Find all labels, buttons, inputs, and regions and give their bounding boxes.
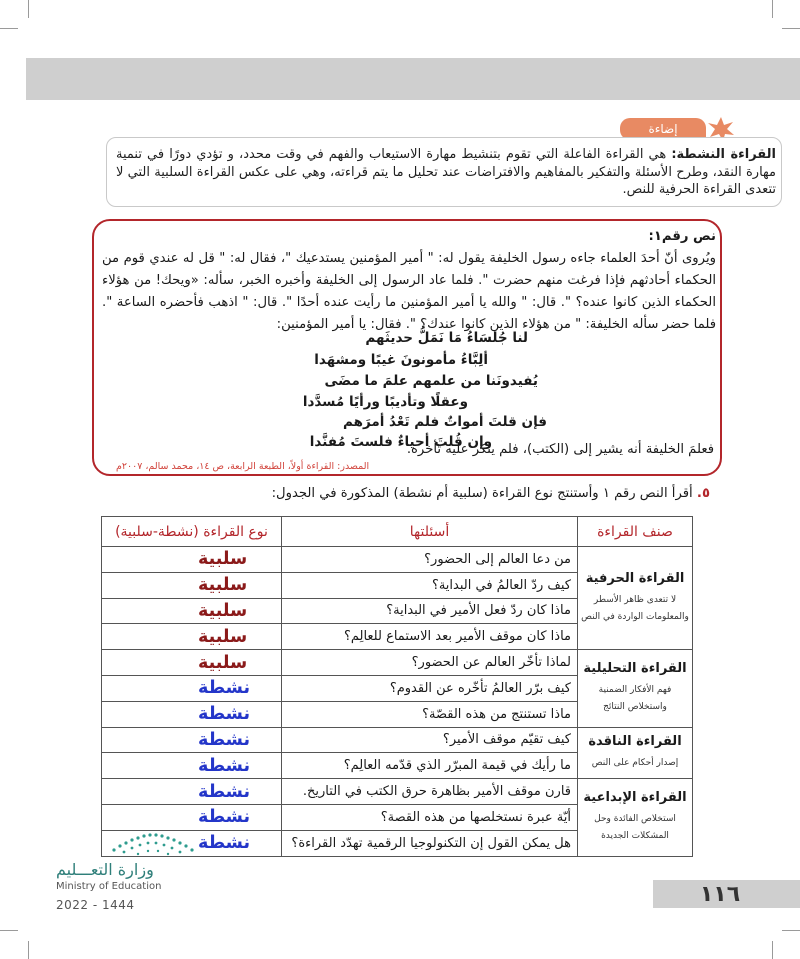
question-cell: كيف تقيّم موقف الأمير؟	[282, 727, 578, 753]
page-number: ١١٦	[699, 881, 741, 907]
table-row	[102, 779, 693, 805]
question-cell: ماذا كان ردّ فعل الأمير في البداية؟	[282, 598, 578, 624]
answer-cell: نشطة	[102, 779, 282, 805]
category-title: القراءة الإبداعية	[583, 789, 687, 805]
crop-mark	[0, 930, 18, 931]
poem-line: وإن قُلتَ أحياءٌ فلستَ مُفنَّدا	[309, 434, 492, 450]
ministry-name-ar: وزارة التعـــليم	[56, 860, 154, 879]
category-literal	[578, 547, 693, 650]
crop-mark	[772, 941, 773, 959]
header-questions: أسئلتها	[282, 517, 578, 547]
poem-line: وعقلًا وتأديبًا ورأيًا مُسدَّدا	[302, 394, 468, 410]
poem-line: فإن قلتَ أمواتٌ فلم تَعْدُ أمرَهم	[343, 414, 547, 430]
table-row	[102, 727, 693, 753]
glossary-term: القراءة النشطة:	[671, 147, 776, 162]
text-body-block	[102, 226, 716, 336]
question-cell: لماذا تأخّر العالم عن الحضور؟	[282, 650, 578, 676]
question-cell: كيف برّر العالمُ تأخّره عن القدوم؟	[282, 675, 578, 701]
question-cell: ما رأيك في قيمة المبرّر الذي قدّمه العالِم؟	[282, 753, 578, 779]
glossary-text	[116, 146, 776, 199]
answer-cell: سلبية	[102, 547, 282, 573]
category-creative	[578, 779, 693, 856]
ministry-name-en: Ministry of Education	[56, 881, 162, 892]
text-ending: فعلمَ الخليفة أنه يشير إلى (الكتب)، فلم ينكر عليه تأخره.	[406, 442, 714, 457]
category-desc: لا تتعدى ظاهر الأسطر والمعلومات الواردة في النص	[581, 594, 689, 622]
answer-cell: سلبية	[102, 598, 282, 624]
question-cell: كيف ردّ العالمُ في البداية؟	[282, 572, 578, 598]
category-desc: استخلاص الفائدة وحل المشكلات الجديدة	[594, 813, 676, 841]
category-title: القراءة التحليلية	[583, 660, 687, 676]
crop-mark	[782, 930, 800, 931]
source-citation: المصدر: القراءة أولاً، الطبعة الرابعة، ص ١٤، محمد سالم، ٢٠٠٧م	[116, 461, 370, 472]
poem-line: يُفيدونَنا من علمهم علمَ ما مضَى	[324, 373, 538, 389]
header-category: صنف القراءة	[578, 517, 693, 547]
category-title: القراءة الحرفية	[585, 570, 685, 586]
table-row	[102, 650, 693, 676]
crop-mark	[28, 941, 29, 959]
poem-line: لنا جُلسَاءُ مَا نَمَلُّ حديثَهم	[365, 330, 528, 346]
answer-cell: نشطة	[102, 727, 282, 753]
answer-cell: نشطة	[102, 830, 282, 856]
answer-cell: نشطة	[102, 701, 282, 727]
crop-mark	[782, 28, 800, 29]
category-desc: إصدار أحكام على النص	[591, 757, 679, 768]
question-number: ٥.	[696, 486, 710, 501]
question-cell: ماذا كان موقف الأمير بعد الاستماع للعالِم؟	[282, 624, 578, 650]
header-type: نوع القراءة (نشطة-سلبية)	[102, 517, 282, 547]
crop-mark	[28, 0, 29, 18]
answer-cell: نشطة	[102, 753, 282, 779]
question-cell: قارن موقف الأمير بظاهرة حرق الكتب في التاريخ.	[282, 779, 578, 805]
header-band	[26, 58, 800, 100]
question-cell: ماذا تستنتج من هذه القصّة؟	[282, 701, 578, 727]
edition-year: 2022 - 1444	[56, 898, 135, 912]
category-critical	[578, 727, 693, 779]
question-cell: هل يمكن القول إن التكنولوجيا الرقمية تهدّد القراءة؟	[282, 830, 578, 856]
ministry-logo-dots	[104, 828, 200, 858]
answer-cell: سلبية	[102, 650, 282, 676]
table-header-row	[102, 517, 693, 547]
reading-types-table	[101, 516, 693, 857]
glossary-tab-label: إضاءة	[648, 122, 678, 136]
answer-cell: سلبية	[102, 572, 282, 598]
category-analytical	[578, 650, 693, 727]
glossary-definition: هي القراءة الفاعلة التي تقوم بتنشيط مهارة الاستيعاب والفهم في وقت محدد، و تؤدي دورًا في تنمية مهارة النقد، وطرح الأسئلة والتفكير بالمفاهيم والافتراضات عند تحليل ما يتم قراءته، وهي على عكس القراءة السلبية التي لا تتعدى القراءة الحرفية للنص.	[116, 147, 776, 197]
question-cell: أيّة عبرة نستخلصها من هذه القصة؟	[282, 804, 578, 830]
text-body: ويُروى أنّ أحدَ العلماء جاءه رسول الخليفة يقول له: " أمير المؤمنين يستدعيك "، فقال له: " قل له عندي قوم من الحكماء أحادثهم فإذا فرغت منهم حضرت ". فلما عاد الرسول إلى الخليفة وأخبره الخبر، سأله: «ويحك! من هؤلاء الحكماء الذين كانوا عنده؟ ". قال: " والله يا أمير المؤمنين ما رأيت عنده أحدًا ". قال: " اذهب فأحضره الساعة ". فلما حضر سأله الخليفة: " من هؤلاء الذين كانوا عندك؟ ". فقال: يا أمير المؤمنين:	[102, 251, 716, 332]
answer-cell: نشطة	[102, 804, 282, 830]
question-5	[270, 486, 710, 501]
crop-mark	[0, 28, 18, 29]
question-text: أقرأ النص رقم ١ وأستنتج نوع القراءة (سلبية أم نشطة) المذكورة في الجدول:	[271, 486, 697, 501]
crop-mark	[772, 0, 773, 18]
text-title: نص رقم١:	[648, 229, 716, 244]
category-desc: فهم الأفكار الضمنية واستخلاص النتائج	[598, 684, 672, 712]
answer-cell: نشطة	[102, 675, 282, 701]
poem-line: ألِبَّاءُ مأمونونَ غيبًا ومشهَدا	[314, 352, 488, 368]
answer-cell: سلبية	[102, 624, 282, 650]
category-title: القراءة الناقدة	[588, 733, 682, 749]
question-cell: من دعا العالم إلى الحضور؟	[282, 547, 578, 573]
table-row	[102, 547, 693, 573]
ministry-logo	[56, 860, 196, 912]
